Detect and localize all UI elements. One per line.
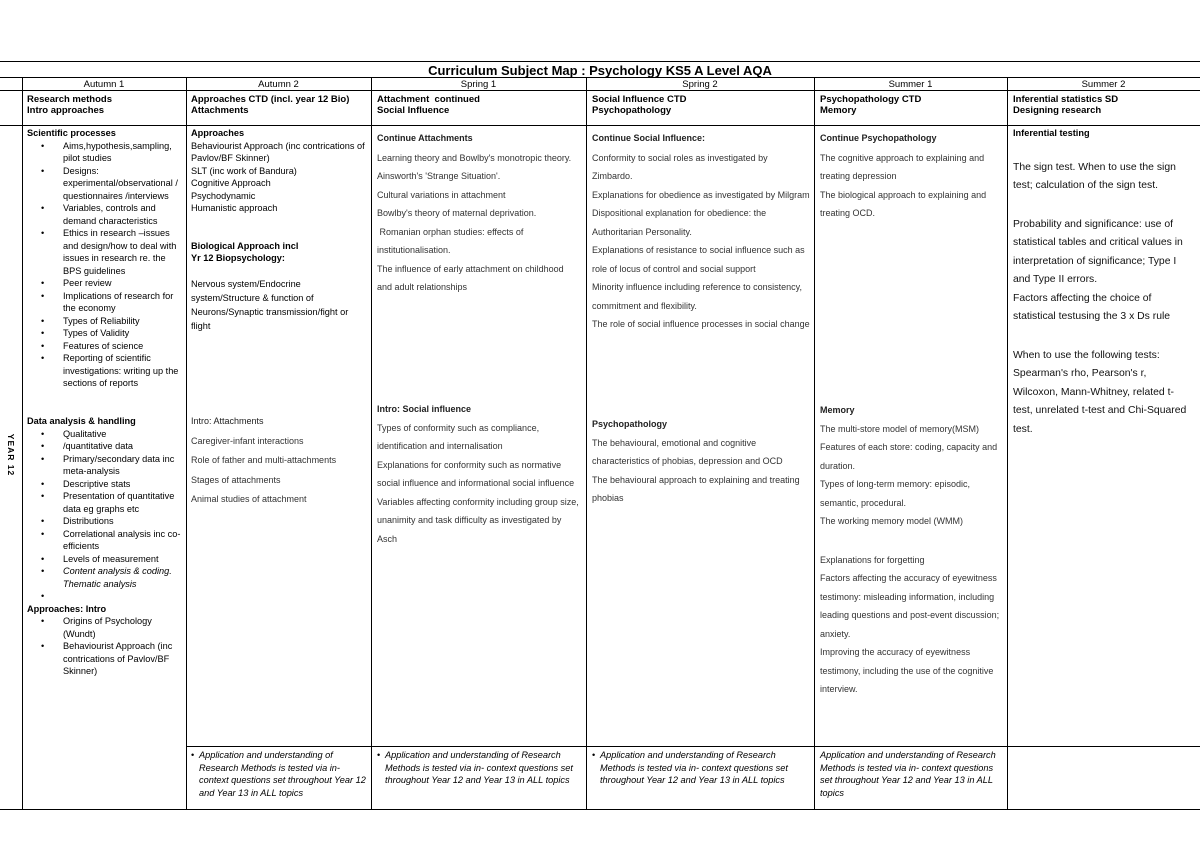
spring-2-psychopathology	[592, 415, 810, 508]
term-header-summer-1: Summer 1	[888, 79, 933, 90]
list-item: • Types of Validity	[63, 327, 183, 340]
list-item: • Content analysis & coding. Thematic analysis	[63, 565, 183, 590]
rule-col-4	[814, 77, 815, 810]
text-line: Factors affecting the accuracy of eyewitness testimony: misleading information, including leading questions and post-event discussion; anxiety.	[820, 573, 1000, 639]
autumn-1-content	[27, 127, 183, 390]
list-item: • Types of Reliability	[63, 315, 183, 328]
text-line: Improving the accuracy of eyewitness testimony, including the use of the cognitive interview.	[820, 647, 994, 694]
text-line: The working memory model (WMM)	[820, 516, 964, 526]
topic-line: Designing research	[1013, 105, 1102, 116]
footer-text: Application and understanding of Research Methods is tested via in- context questions set throughout Year 12 and Year 13 in ALL topics	[820, 750, 996, 798]
autumn-2-content	[191, 127, 366, 333]
footer-text: Application and understanding of Research Methods is tested via in- context questions set throughout Year 12 and Year 13 in ALL topics	[385, 750, 573, 785]
topic-line: Psychopathology CTD	[820, 94, 922, 105]
rule-top	[0, 61, 1200, 62]
scientific-processes-list	[27, 140, 183, 390]
year-label-text: YEAR 12	[6, 433, 16, 477]
rule-col-3	[586, 77, 587, 810]
list-item: • Implications of research for the economy	[63, 290, 183, 315]
topic-line: Social Influence CTD	[592, 94, 687, 105]
summer-2-content	[1013, 127, 1193, 439]
text-line: Cultural variations in attachment	[377, 189, 506, 200]
year-label	[0, 425, 22, 485]
autumn-2-attachments	[191, 412, 369, 509]
list-item: • Qualitative	[63, 428, 183, 441]
list-item: • Variables, controls and demand characteristics	[63, 202, 183, 227]
text-line: The behavioural approach to explaining and treating phobias	[592, 474, 800, 503]
autumn-1-data-analysis	[27, 415, 183, 678]
list-item: • Behaviourist Approach (inc contrications of Pavlov/BF Skinner)	[63, 640, 183, 678]
text-line: Features of each store: coding, capacity and duration.	[820, 442, 998, 471]
topic-line: Inferential statistics SD	[1013, 94, 1119, 105]
text-line: SLT (inc work of Bandura)	[191, 165, 297, 176]
text-line: Variables affecting conformity including group size, unanimity and task difficulty as investigated by Asch	[377, 496, 579, 544]
topic-line: Memory	[820, 105, 857, 116]
footer-note-autumn-2	[191, 749, 367, 799]
spring-2-content	[592, 129, 810, 334]
list-item: • Descriptive stats	[63, 478, 183, 491]
text-line: The behavioural, emotional and cognitive characteristics of phobias, depression and OCD	[592, 437, 783, 466]
spring-1-social-influence	[377, 400, 581, 548]
text-line: Romanian orphan studies: effects of institutionalisation.	[377, 226, 526, 255]
list-item: • Levels of measurement	[63, 553, 183, 566]
text-line: Explanations for forgetting	[820, 554, 925, 565]
topic-spring-2	[592, 94, 687, 116]
text-line: Animal studies of attachment	[191, 494, 307, 504]
topic-spring-1	[377, 94, 480, 116]
footer-note-spring-2	[592, 749, 810, 787]
text-paragraph: The sign test. When to use the sign test; calculation of the sign test.	[1013, 161, 1176, 191]
text-line: The multi-store model of memory(MSM)	[820, 423, 980, 434]
section-heading: Scientific processes	[27, 128, 116, 138]
list-item: • Ethics in research –issues and design/how to deal with issues in research re. the BPS guidelines	[63, 227, 183, 277]
section-heading: Continue Attachments	[377, 133, 473, 143]
text-line: Explanations for obedience as investigated by Milgram	[592, 189, 810, 200]
spring-1-content	[377, 129, 581, 297]
section-heading: Data analysis & handling	[27, 416, 136, 426]
text-line: Ainsworth's 'Strange Situation'.	[377, 171, 501, 181]
topic-autumn-1	[27, 94, 112, 116]
data-analysis-list	[27, 428, 183, 603]
list-item: • Designs: experimental/observational / questionnaires /interviews	[63, 165, 183, 203]
topic-line: Attachment continued	[377, 94, 480, 105]
term-header-summer-2: Summer 2	[1081, 79, 1126, 90]
term-header-autumn-2: Autumn 2	[258, 79, 299, 90]
text-line: Stages of attachments	[191, 474, 281, 485]
list-item: • Presentation of quantitative data eg graphs etc	[63, 490, 183, 515]
text-line: The cognitive approach to explaining and treating depression	[820, 152, 985, 181]
list-item: • Reporting of scientific investigations: writing up the sections of reports	[63, 352, 183, 390]
text-line: Explanations for conformity such as normative social influence and informational social influence	[377, 459, 575, 488]
rule-col-1	[186, 77, 187, 810]
section-heading: Memory	[820, 405, 855, 415]
list-item: • Features of science	[63, 340, 183, 353]
text-line: The biological approach to explaining and treating OCD.	[820, 189, 987, 218]
section-heading: Approaches: Intro	[27, 603, 107, 614]
section-heading: Intro: Social influence	[377, 404, 472, 414]
text-paragraph: Factors affecting the choice of statistical testusing the 3 x Ds rule	[1013, 292, 1171, 322]
section-heading: Continue Psychopathology	[820, 133, 937, 143]
bullet: •	[592, 750, 596, 760]
text-line: Minority influence including reference to consistency, commitment and flexibility.	[592, 282, 802, 311]
summer-1-content	[820, 129, 1004, 223]
list-item: • /quantitative data	[63, 440, 183, 453]
text-line: Explanations of resistance to social influence such as role of locus of control and social support	[592, 245, 805, 274]
text-line: Types of long-term memory: episodic, semantic, procedural.	[820, 479, 971, 508]
rule-footer-top	[186, 746, 1200, 747]
section-heading: Inferential testing	[1013, 128, 1090, 138]
section-heading: Intro: Attachments	[191, 416, 264, 426]
term-header-spring-2: Spring 2	[682, 79, 718, 90]
list-item: • Correlational analysis inc co-efficients	[63, 528, 183, 553]
text-line: Role of father and multi-attachments	[191, 455, 337, 465]
topic-line: Approaches CTD (incl. year 12 Bio)	[191, 94, 350, 105]
footer-text: Application and understanding of Research Methods is tested via in-context questions set throughout Year 12 and Year 13 in ALL topics	[199, 750, 366, 798]
rule-bottom	[0, 809, 1200, 810]
text-line: Conformity to social roles as investigated by Zimbardo.	[592, 152, 768, 181]
text-line: Cognitive Approach	[191, 178, 271, 188]
text-line: The influence of early attachment on childhood and adult relationships	[377, 263, 564, 292]
topic-line: Intro approaches	[27, 105, 105, 116]
term-header-spring-1: Spring 1	[460, 79, 497, 90]
text-line: Humanistic approach	[191, 203, 278, 213]
text-paragraph: Nervous system/Endocrine system/Structure & function of Neurons/Synaptic transmission/fight or flight	[191, 278, 349, 331]
rule-terms-bottom	[0, 90, 1200, 91]
list-item: • Peer review	[63, 277, 183, 290]
list-item: • Primary/secondary data inc meta-analysis	[63, 453, 183, 478]
rule-topics-bottom	[0, 125, 1200, 126]
summer-1-memory	[820, 401, 1004, 699]
rule-col-0	[22, 77, 23, 810]
list-item-empty	[63, 590, 183, 603]
bullet: •	[191, 750, 195, 760]
section-heading: Yr 12 Biopsychology:	[191, 253, 285, 263]
text-paragraph: Probability and significance: use of statistical tables and critical values in interpretation of significance; Type I and Type II errors.	[1013, 218, 1183, 285]
topic-line: Attachments	[191, 105, 249, 116]
section-heading: Psychopathology	[592, 419, 668, 429]
section-heading: Continue Social Influence:	[592, 133, 706, 143]
text-line: Dispositional explanation for obedience: the Authoritarian Personality.	[592, 208, 767, 237]
section-heading: Approaches	[191, 128, 245, 138]
rule-col-5	[1007, 77, 1008, 810]
text-line: Behaviourist Approach (inc contrications of Pavlov/BF Skinner)	[191, 140, 365, 163]
list-item: • Aims,hypothesis,sampling, pilot studies	[63, 140, 183, 165]
footer-note-spring-1	[377, 749, 581, 787]
text-line: Psychodynamic	[191, 190, 256, 201]
topic-line: Social Influence	[377, 105, 450, 116]
page-title: Curriculum Subject Map : Psychology KS5 A Level AQA	[428, 63, 772, 78]
rule-col-2	[371, 77, 372, 810]
approaches-intro-list	[27, 615, 183, 678]
text-line: The role of social influence processes in social change	[592, 319, 810, 329]
topic-summer-2	[1013, 94, 1118, 116]
text-line: Caregiver-infant interactions	[191, 435, 304, 446]
topic-line: Psychopathology	[592, 105, 672, 116]
footer-note-summer-1	[820, 749, 1004, 799]
topic-line: Research methods	[27, 94, 113, 105]
list-item: • Distributions	[63, 515, 183, 528]
footer-text: Application and understanding of Research Methods is tested via in- context questions set throughout Year 12 and Year 13 in ALL topics	[600, 750, 788, 785]
text-line: Learning theory and Bowlby's monotropic theory.	[377, 152, 572, 163]
topic-summer-1	[820, 94, 921, 116]
text-paragraph: When to use the following tests: Spearman's rho, Pearson's r, Wilcoxon, Mann-Whitney, related t-test, unrelated t-test and Chi-Squared test.	[1013, 349, 1187, 435]
text-line: Bowlby's theory of maternal deprivation.	[377, 208, 537, 218]
term-header-autumn-1: Autumn 1	[83, 79, 125, 90]
topic-autumn-2	[191, 94, 349, 116]
section-heading: Biological Approach incl	[191, 240, 299, 251]
list-item: • Origins of Psychology (Wundt)	[63, 615, 183, 640]
text-line: Types of conformity such as compliance, identification and internalisation	[377, 422, 540, 451]
bullet: •	[377, 750, 381, 760]
